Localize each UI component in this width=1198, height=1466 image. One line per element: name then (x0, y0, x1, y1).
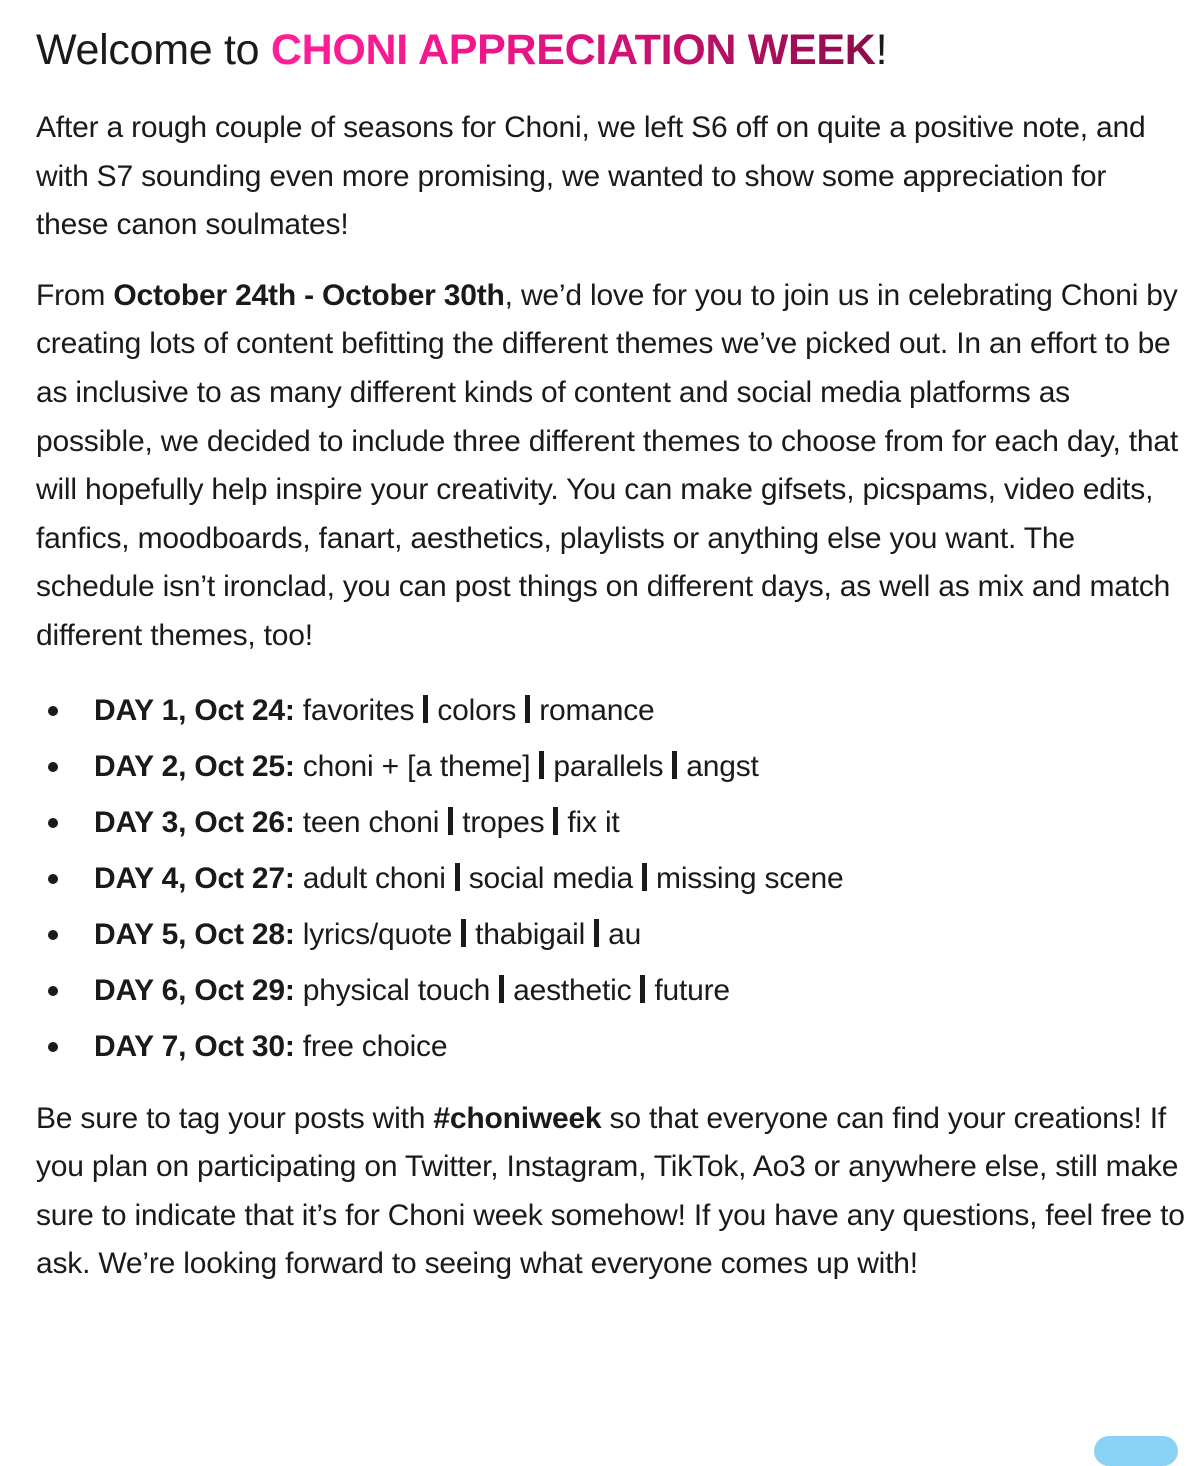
separator (423, 695, 428, 723)
floating-action-button[interactable] (1094, 1436, 1178, 1466)
separator (640, 975, 645, 1003)
list-item-day-6 (36, 963, 1186, 1019)
day-theme: future (654, 973, 730, 1007)
list-item-day-2 (36, 739, 1186, 795)
list-item-day-7 (36, 1019, 1186, 1075)
separator (448, 807, 453, 835)
day-theme: choni + [a theme] (302, 749, 531, 783)
event-dates: October 24th - October 30th (113, 278, 505, 312)
list-item-day-1 (36, 683, 1186, 739)
title-suffix: ! (875, 26, 888, 74)
post-body (36, 20, 1186, 1311)
closing-before: Be sure to tag your posts with (36, 1101, 434, 1135)
details-after: , we’d love for you to join us in celebrating Choni by creating lots of content befitting the different themes we’ve picked out. In an effort to be as inclusive to as many different kinds of content and social media platforms as possible, we decided to include three different themes to choose from for each day, that will hopefully help inspire your creativity. You can make gifsets, picspams, video edits, fanfics, moodboards, fanart, aesthetics, playlists or anything else you want. The schedule isn’t ironclad, you can post things on different days, as well as mix and match different themes, too! (36, 278, 1178, 652)
separator (499, 975, 504, 1003)
day-theme: aesthetic (513, 973, 632, 1007)
list-item-day-5 (36, 907, 1186, 963)
bullet-icon (48, 818, 58, 828)
day-theme: angst (686, 749, 759, 783)
day-theme: adult choni (302, 861, 446, 895)
day-label: DAY 2, Oct 25: (94, 749, 295, 783)
closing-after: so that everyone can find your creations! If you plan on participating on Twitter, Instagram, TikTok, Ao3 or anywhere else, still make sure to indicate that it’s for Choni week somehow! If you have any questions, feel free to ask. We’re looking forward to seeing what everyone comes up with! (36, 1101, 1185, 1281)
bullet-icon (48, 762, 58, 772)
day-theme: teen choni (302, 805, 440, 839)
bullet-icon (48, 874, 58, 884)
page-title (36, 20, 1186, 80)
day-label: DAY 3, Oct 26: (94, 805, 295, 839)
day-theme: au (608, 917, 642, 951)
separator (553, 807, 558, 835)
separator (525, 695, 530, 723)
separator (672, 751, 677, 779)
day-theme: colors (437, 693, 517, 727)
bullet-icon (48, 706, 58, 716)
day-theme: fix it (567, 805, 620, 839)
bullet-icon (48, 1042, 58, 1052)
day-theme: parallels (553, 749, 664, 783)
intro-paragraph: After a rough couple of seasons for Choni, we left S6 off on quite a positive note, and with S7 sounding even more promising, we wanted to show some appreciation for these canon soulmates! (36, 111, 1146, 242)
day-schedule-list (36, 683, 1186, 1075)
day-theme: thabigail (475, 917, 586, 951)
details-paragraph (36, 272, 1186, 661)
day-label: DAY 7, Oct 30: (94, 1029, 295, 1063)
list-item-day-4 (36, 851, 1186, 907)
day-label: DAY 5, Oct 28: (94, 917, 295, 951)
title-prefix: Welcome to (36, 26, 271, 74)
title-highlight: CHONI APPRECIATION WEEK (270, 26, 876, 74)
day-theme: physical touch (302, 973, 491, 1007)
details-before: From (36, 278, 114, 312)
day-label: DAY 6, Oct 29: (94, 973, 295, 1007)
day-theme: free choice (302, 1029, 448, 1063)
separator (539, 751, 544, 779)
day-theme: social media (468, 861, 634, 895)
day-label: DAY 4, Oct 27: (94, 861, 295, 895)
separator (455, 863, 460, 891)
day-theme: lyrics/quote (302, 917, 453, 951)
hashtag: #choniweek (433, 1101, 602, 1135)
day-theme: missing scene (656, 861, 844, 895)
day-theme: tropes (462, 805, 545, 839)
separator (642, 863, 647, 891)
closing-paragraph (36, 1095, 1186, 1289)
day-label: DAY 1, Oct 24: (94, 693, 295, 727)
separator (461, 919, 466, 947)
bullet-icon (48, 986, 58, 996)
day-theme: favorites (302, 693, 415, 727)
list-item-day-3 (36, 795, 1186, 851)
separator (594, 919, 599, 947)
day-theme: romance (539, 693, 655, 727)
bullet-icon (48, 930, 58, 940)
